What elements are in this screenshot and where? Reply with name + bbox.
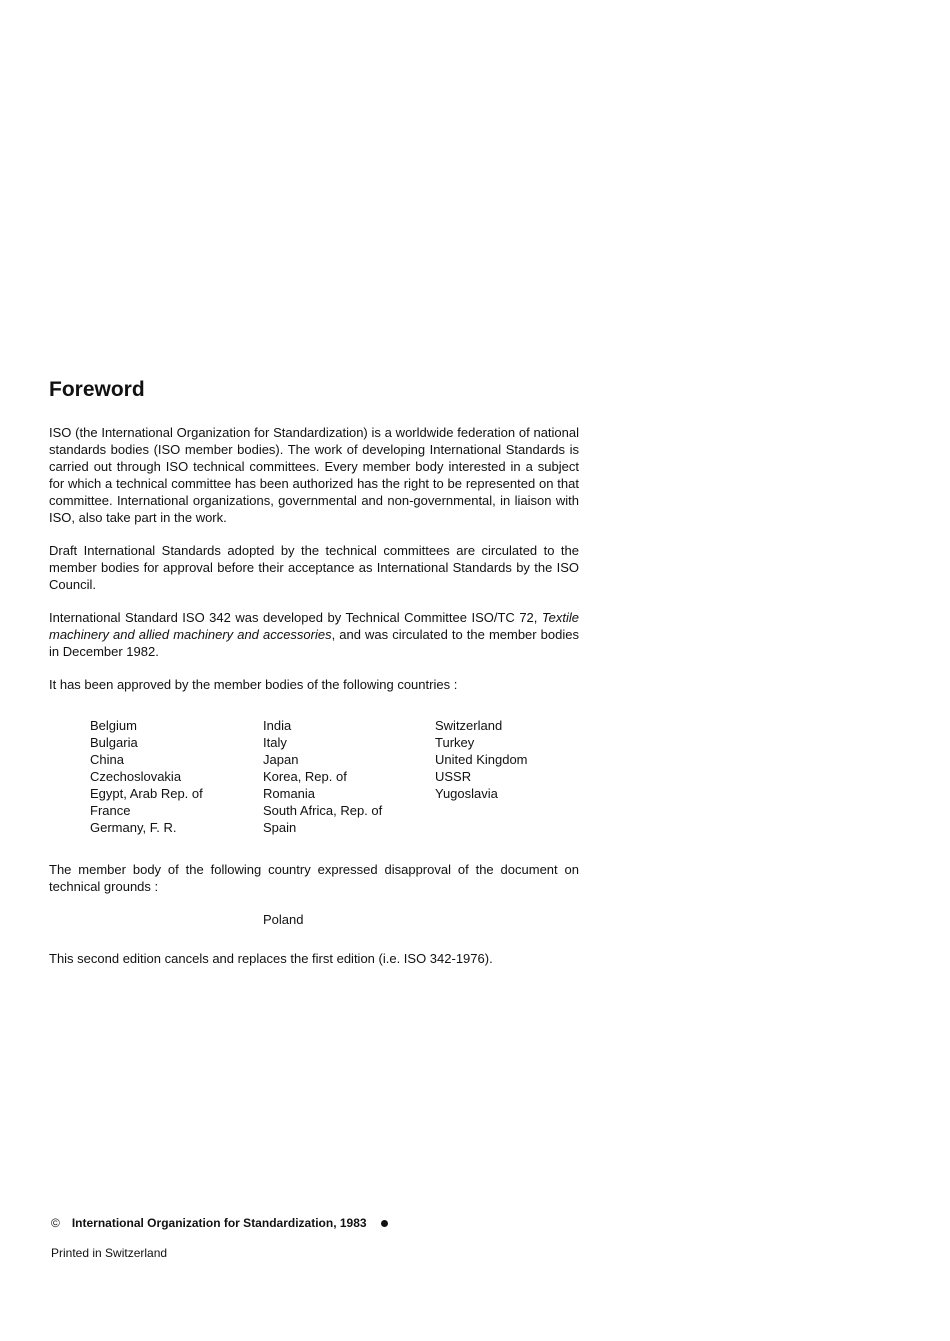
page-title: Foreword [49, 378, 145, 401]
country-item: Korea, Rep. of [263, 769, 347, 784]
country-item: South Africa, Rep. of [263, 803, 383, 818]
copyright-text: International Organization for Standardization, 1983 [71, 1216, 367, 1230]
paragraph-draft-standards: Draft International Standards adopted by the technical committees are circulated to the member bodies for approval before their acceptance as International Standards by the ISO Council. [49, 543, 579, 592]
country-item: Turkey [435, 735, 475, 750]
page-footer [51, 1215, 388, 1261]
country-item: Romania [263, 786, 316, 801]
paragraph-iso-intro: ISO (the International Organization for Standardization) is a worldwide federation of national standards bodies (ISO member bodies). The work of developing International Standards is carried out through ISO technical committees. Every member body interested in a subject for which a technical committee has been authorized has the right to be represented on that committee. International organizations, governmental and non-governmental, in liaison with ISO, also take part in the work. [49, 425, 579, 525]
country-item: Italy [263, 735, 287, 750]
country-column-2 [263, 717, 382, 836]
country-item: Belgium [90, 718, 137, 733]
bullet-icon [381, 1220, 388, 1227]
paragraph-iso-342 [49, 609, 579, 660]
paragraph-approval: It has been approved by the member bodies of the following countries : [49, 677, 458, 692]
paragraph-disapproval: The member body of the following country expressed disapproval of the document on technical grounds : [49, 862, 579, 894]
disapproving-country: Poland [263, 912, 304, 927]
copyright-icon: © [51, 1216, 60, 1230]
country-item: Czechoslovakia [90, 769, 182, 784]
country-column-1 [90, 717, 203, 836]
country-item: Germany, F. R. [90, 820, 177, 835]
country-item: India [263, 718, 292, 733]
foreword-section [49, 376, 579, 983]
country-item: France [90, 803, 131, 818]
country-item: Yugoslavia [435, 786, 498, 801]
printed-in: Printed in Switzerland [51, 1246, 168, 1260]
country-item: China [90, 752, 124, 767]
country-item: Japan [263, 752, 299, 767]
paragraph-iso-342-end: , and was circulated to the member bodies in December 1982. [49, 627, 579, 659]
country-item: United Kingdom [435, 752, 528, 767]
paragraph-edition: This second edition cancels and replaces the first edition (i.e. ISO 342-1976). [49, 951, 493, 966]
country-item: Egypt, Arab Rep. of [90, 786, 203, 801]
country-item: USSR [435, 769, 472, 784]
country-item: Switzerland [435, 718, 503, 733]
country-column-3 [435, 717, 528, 802]
copyright-line [51, 1215, 388, 1231]
country-item: Bulgaria [90, 735, 138, 750]
country-list [49, 717, 579, 837]
country-item: Spain [263, 820, 297, 835]
paragraph-iso-342-start: International Standard ISO 342 was developed by Technical Committee ISO/TC 72, [49, 610, 542, 625]
committee-title: Textile machinery and allied machinery and accessories [49, 610, 579, 642]
